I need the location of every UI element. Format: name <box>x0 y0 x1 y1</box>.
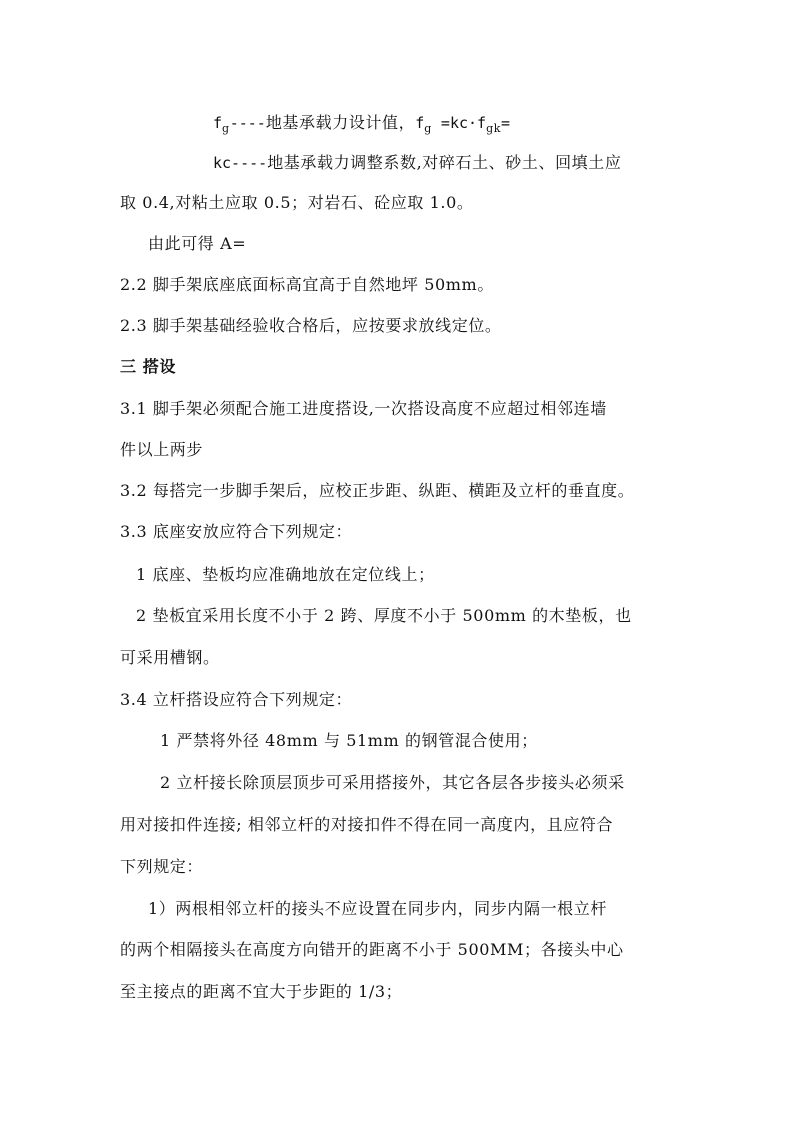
paragraph-line: 取 0.4,对粘土应取 0.5；对岩石、砼应取 1.0。 <box>120 193 474 212</box>
fg-subscript-2: g <box>424 122 432 135</box>
fg-equation: =kc·f <box>431 114 487 132</box>
paragraph-line: 的两个相隔接头在高度方向错开的距离不小于 500MM；各接头中心 <box>120 940 624 959</box>
fg-definition: 地基承载力设计值， <box>265 113 416 132</box>
list-item-line: 2 垫板宜采用长度不小于 2 跨、厚度不小于 500mm 的木垫板，也 <box>136 606 632 625</box>
paragraph-line: 至主接点的距离不宜大于步距的 1/3； <box>120 982 403 1001</box>
kc-definition: 地基承载力调整系数,对碎石土、砂土、回填土应 <box>267 153 622 172</box>
fg-equals: = <box>501 114 511 132</box>
list-item-line: 1 严禁将外径 48mm 与 51mm 的钢管混合使用； <box>160 731 538 750</box>
section-heading: 三 搭设 <box>120 357 176 376</box>
paragraph-line: 2.3 脚手架基础经验收合格后，应按要求放线定位。 <box>120 316 502 335</box>
fg-symbol: f <box>213 114 223 132</box>
formula-line-kc <box>213 153 621 173</box>
kc-symbol: kc---- <box>213 154 268 172</box>
paragraph-line: 可采用槽钢。 <box>120 648 220 667</box>
paragraph-line: 2.2 脚手架底座底面标高宜高于自然地坪 50mm。 <box>120 275 494 294</box>
paragraph-line: 由此可得 A= <box>148 234 247 253</box>
paragraph-line: 下列规定： <box>120 857 204 876</box>
fg-subscript: g <box>222 122 230 135</box>
paragraph-line: 3.3 底座安放应符合下列规定： <box>120 522 353 541</box>
paragraph-line: 3.4 立杆搭设应符合下列规定： <box>120 690 353 709</box>
formula-line-fg <box>213 113 510 135</box>
paragraph-line: 件以上两步 <box>120 440 204 459</box>
paragraph-line: 3.1 脚手架必须配合施工进度搭设,一次搭设高度不应超过相邻连墙 <box>120 399 607 418</box>
fg-dashes: ---- <box>229 114 266 132</box>
paragraph-line: 3.2 每搭完一步脚手架后，应校正步距、纵距、横距及立杆的垂直度。 <box>120 481 635 500</box>
fg-symbol-2: f <box>415 114 425 132</box>
fgk-subscript: gk <box>486 122 502 135</box>
list-item-line: 1）两根相邻立杆的接头不应设置在同步内，同步内隔一根立杆 <box>148 899 607 918</box>
list-item-line: 2 立杆接长除顶层顶步可采用搭接外，其它各层各步接头必须采 <box>160 773 625 792</box>
list-item-line: 1 底座、垫板均应准确地放在定位线上； <box>136 565 435 584</box>
paragraph-line: 用对接扣件连接; 相邻立杆的对接扣件不得在同一高度内，且应符合 <box>120 815 614 834</box>
